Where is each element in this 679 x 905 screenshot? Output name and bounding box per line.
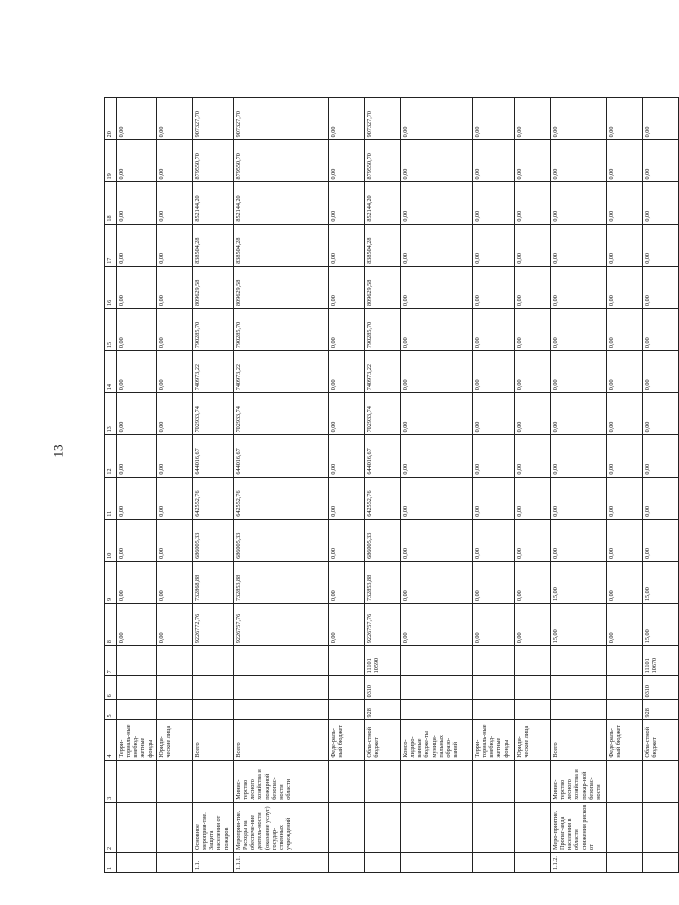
value-cell: 0,00	[515, 98, 551, 140]
value-cell: 0,00	[607, 98, 643, 140]
value-cell: 0,00	[157, 98, 193, 140]
page-number: 13	[50, 444, 66, 458]
event-name-cell	[643, 802, 679, 852]
value-cell: 644016,67	[234, 435, 329, 477]
code-grbs-cell	[234, 700, 329, 720]
value-cell: 740973,22	[365, 351, 401, 393]
value-cell: 0,00	[117, 266, 157, 308]
value-cell: 740973,22	[234, 351, 329, 393]
header-cell: 11	[105, 477, 117, 519]
value-cell: 0,00	[329, 308, 365, 350]
code-grbs-cell	[157, 700, 193, 720]
value-cell: 0,00	[401, 561, 473, 603]
value-cell: 0,00	[607, 393, 643, 435]
value-cell: 0,00	[117, 435, 157, 477]
event-name-cell	[365, 802, 401, 852]
value-cell: 9226757,76	[365, 604, 401, 646]
value-cell: 0,00	[515, 519, 551, 561]
value-cell: 0,00	[515, 224, 551, 266]
value-cell: 0,00	[515, 435, 551, 477]
value-cell: 0,00	[329, 98, 365, 140]
funding-source-cell: Терри-ториаль-ные внебюд-жетные фонды	[473, 720, 515, 760]
value-cell: 0,00	[551, 140, 607, 182]
code-csr-cell	[515, 646, 551, 676]
value-cell: 879550,70	[234, 140, 329, 182]
code-rzpr-cell	[193, 676, 234, 700]
row-number-cell	[643, 852, 679, 872]
value-cell: 0,00	[401, 224, 473, 266]
value-cell: 0,00	[473, 266, 515, 308]
value-cell: 0,00	[401, 98, 473, 140]
value-cell: 0,00	[329, 266, 365, 308]
header-cell: 20	[105, 98, 117, 140]
code-rzpr-cell	[607, 676, 643, 700]
value-cell: 790285,70	[193, 308, 234, 350]
executor-cell	[643, 760, 679, 802]
code-grbs-cell	[329, 700, 365, 720]
value-cell: 732853,88	[234, 561, 329, 603]
code-grbs-cell	[473, 700, 515, 720]
code-csr-cell	[551, 646, 607, 676]
row-number-cell: 1.1.1.	[234, 852, 329, 872]
value-cell: 0,00	[607, 140, 643, 182]
value-cell: 0,00	[473, 224, 515, 266]
code-csr-cell	[401, 646, 473, 676]
value-cell: 0,00	[551, 519, 607, 561]
value-cell: 0,00	[607, 477, 643, 519]
value-cell: 0,00	[551, 351, 607, 393]
event-name-cell	[515, 802, 551, 852]
value-cell: 0,00	[643, 393, 679, 435]
code-grbs-cell	[607, 700, 643, 720]
value-cell: 0,00	[643, 98, 679, 140]
value-cell: 0,00	[473, 182, 515, 224]
code-csr-cell	[193, 646, 234, 676]
value-cell: 0,00	[157, 140, 193, 182]
value-cell: 0,00	[401, 266, 473, 308]
value-cell: 0,00	[607, 308, 643, 350]
table-row	[117, 98, 157, 873]
table-row	[607, 98, 643, 873]
value-cell: 644016,67	[193, 435, 234, 477]
value-cell: 0,00	[157, 435, 193, 477]
value-cell: 15,00	[551, 561, 607, 603]
table-row	[234, 98, 329, 873]
value-cell: 15,00	[643, 561, 679, 603]
value-cell: 0,00	[401, 182, 473, 224]
value-cell: 0,00	[473, 308, 515, 350]
event-name-cell: Меро-приятие. Пропаг-анда населения в области снижения рисков от	[551, 802, 607, 852]
value-cell: 838504,28	[365, 224, 401, 266]
value-cell: 0,00	[643, 266, 679, 308]
row-number-cell: 1.1.	[193, 852, 234, 872]
value-cell: 879550,70	[365, 140, 401, 182]
value-cell: 0,00	[401, 140, 473, 182]
value-cell: 0,00	[117, 224, 157, 266]
value-cell: 740973,22	[193, 351, 234, 393]
header-cell: 3	[105, 760, 117, 802]
value-cell: 0,00	[607, 519, 643, 561]
value-cell: 0,00	[607, 182, 643, 224]
value-cell: 0,00	[329, 140, 365, 182]
value-cell: 0,00	[643, 435, 679, 477]
code-grbs-cell: 928	[365, 700, 401, 720]
header-cell: 16	[105, 266, 117, 308]
funding-source-cell: Обла-стной бюджет	[365, 720, 401, 760]
value-cell: 0,00	[643, 477, 679, 519]
value-cell: 0,00	[157, 308, 193, 350]
value-cell: 0,00	[157, 519, 193, 561]
value-cell: 0,00	[515, 266, 551, 308]
value-cell: 0,00	[117, 604, 157, 646]
code-csr-cell	[473, 646, 515, 676]
event-name-cell: Мероприя-тие. Расходы на обеспече-ние деятель-ности (оказание услуг) государ-ственных учреждений	[234, 802, 329, 852]
header-cell: 5	[105, 700, 117, 720]
table-row	[473, 98, 515, 873]
code-rzpr-cell	[401, 676, 473, 700]
row-number-cell	[515, 852, 551, 872]
event-name-cell: Основное мероприя-тие. Защита населения от пожаров	[193, 802, 234, 852]
header-cell: 19	[105, 140, 117, 182]
executor-cell	[157, 760, 193, 802]
code-rzpr-cell	[329, 676, 365, 700]
event-name-cell	[473, 802, 515, 852]
code-csr-cell: 11101 10590	[365, 646, 401, 676]
value-cell: 0,00	[157, 266, 193, 308]
code-rzpr-cell	[234, 676, 329, 700]
code-grbs-cell	[117, 700, 157, 720]
value-cell: 0,00	[551, 308, 607, 350]
row-number-cell	[117, 852, 157, 872]
value-cell: 15,00	[551, 604, 607, 646]
row-number-cell: 1.1.2.	[551, 852, 607, 872]
value-cell: 702933,74	[234, 393, 329, 435]
funding-source-cell: Юриди-ческие лица	[157, 720, 193, 760]
value-cell: 0,00	[515, 140, 551, 182]
code-rzpr-cell	[551, 676, 607, 700]
value-cell: 0,00	[157, 393, 193, 435]
rotated-table-container	[104, 97, 659, 873]
header-cell: 8	[105, 604, 117, 646]
code-rzpr-cell	[473, 676, 515, 700]
header-cell: 9	[105, 561, 117, 603]
header-cell: 7	[105, 646, 117, 676]
value-cell: 0,00	[515, 561, 551, 603]
header-cell: 17	[105, 224, 117, 266]
value-cell: 907327,70	[193, 98, 234, 140]
funding-source-cell: Всего	[551, 720, 607, 760]
value-cell: 0,00	[551, 477, 607, 519]
value-cell: 0,00	[551, 393, 607, 435]
executor-cell	[365, 760, 401, 802]
value-cell: 809629,58	[365, 266, 401, 308]
value-cell: 0,00	[117, 308, 157, 350]
executor-cell	[401, 760, 473, 802]
value-cell: 0,00	[551, 98, 607, 140]
value-cell: 0,00	[551, 182, 607, 224]
value-cell: 852144,20	[234, 182, 329, 224]
value-cell: 0,00	[473, 604, 515, 646]
funding-source-cell: Обла-стной бюджет	[643, 720, 679, 760]
value-cell: 809629,58	[234, 266, 329, 308]
value-cell: 0,00	[329, 182, 365, 224]
event-name-cell	[607, 802, 643, 852]
table-row	[193, 98, 234, 873]
header-cell: 2	[105, 802, 117, 852]
code-grbs-cell	[401, 700, 473, 720]
value-cell: 0,00	[643, 224, 679, 266]
value-cell: 0,00	[473, 435, 515, 477]
value-cell: 702933,74	[193, 393, 234, 435]
table-row	[643, 98, 679, 873]
code-rzpr-cell: 0310	[643, 676, 679, 700]
value-cell: 0,00	[515, 393, 551, 435]
value-cell: 0,00	[551, 266, 607, 308]
value-cell: 15,00	[643, 604, 679, 646]
value-cell: 0,00	[329, 393, 365, 435]
event-name-cell	[329, 802, 365, 852]
code-rzpr-cell	[117, 676, 157, 700]
code-grbs-cell	[515, 700, 551, 720]
code-csr-cell	[607, 646, 643, 676]
row-number-cell	[401, 852, 473, 872]
code-grbs-cell	[193, 700, 234, 720]
header-row	[105, 98, 117, 873]
value-cell: 0,00	[643, 308, 679, 350]
row-number-cell	[329, 852, 365, 872]
value-cell: 0,00	[401, 308, 473, 350]
value-cell: 0,00	[607, 561, 643, 603]
value-cell: 0,00	[117, 351, 157, 393]
value-cell: 0,00	[401, 393, 473, 435]
value-cell: 0,00	[401, 604, 473, 646]
header-cell: 13	[105, 393, 117, 435]
event-name-cell	[157, 802, 193, 852]
value-cell: 0,00	[643, 519, 679, 561]
value-cell: 852144,20	[365, 182, 401, 224]
funding-source-cell: Юриди-ческие лица	[515, 720, 551, 760]
table-body	[117, 98, 679, 873]
value-cell: 0,00	[329, 351, 365, 393]
value-cell: 0,00	[551, 435, 607, 477]
value-cell: 0,00	[401, 477, 473, 519]
value-cell: 0,00	[117, 393, 157, 435]
value-cell: 0,00	[117, 140, 157, 182]
value-cell: 809629,58	[193, 266, 234, 308]
executor-cell: Минис-терство лесного хозяйства и пожарной безопас-ности области	[234, 760, 329, 802]
value-cell: 732853,88	[365, 561, 401, 603]
value-cell: 0,00	[473, 393, 515, 435]
code-csr-cell	[117, 646, 157, 676]
row-number-cell	[157, 852, 193, 872]
value-cell: 0,00	[329, 561, 365, 603]
header-cell: 1	[105, 852, 117, 872]
value-cell: 0,00	[157, 351, 193, 393]
value-cell: 0,00	[515, 351, 551, 393]
header-cell: 12	[105, 435, 117, 477]
value-cell: 852144,20	[193, 182, 234, 224]
value-cell: 0,00	[473, 140, 515, 182]
code-grbs-cell: 928	[643, 700, 679, 720]
funding-source-cell: Всего	[234, 720, 329, 760]
table-row	[365, 98, 401, 873]
value-cell: 0,00	[329, 435, 365, 477]
code-csr-cell	[157, 646, 193, 676]
value-cell: 0,00	[157, 477, 193, 519]
value-cell: 642552,76	[193, 477, 234, 519]
value-cell: 0,00	[329, 477, 365, 519]
code-csr-cell	[234, 646, 329, 676]
value-cell: 644016,67	[365, 435, 401, 477]
value-cell: 0,00	[607, 266, 643, 308]
value-cell: 0,00	[117, 519, 157, 561]
value-cell: 0,00	[117, 477, 157, 519]
value-cell: 790285,70	[365, 308, 401, 350]
table-row	[515, 98, 551, 873]
executor-cell	[193, 760, 234, 802]
value-cell: 0,00	[515, 182, 551, 224]
funding-source-cell: Консо-лидиро-ванные бюдже-ты муници-пальных образо-ваний	[401, 720, 473, 760]
executor-cell	[515, 760, 551, 802]
value-cell: 0,00	[157, 224, 193, 266]
value-cell: 0,00	[473, 477, 515, 519]
value-cell: 0,00	[515, 477, 551, 519]
value-cell: 686005,33	[234, 519, 329, 561]
funding-source-cell: Всего	[193, 720, 234, 760]
value-cell: 0,00	[117, 98, 157, 140]
funding-source-cell: Феде-раль-ный бюджет	[607, 720, 643, 760]
code-rzpr-cell: 0310	[365, 676, 401, 700]
value-cell: 0,00	[643, 140, 679, 182]
value-cell: 0,00	[329, 604, 365, 646]
value-cell: 686005,33	[193, 519, 234, 561]
value-cell: 0,00	[157, 182, 193, 224]
value-cell: 0,00	[607, 604, 643, 646]
value-cell: 0,00	[643, 351, 679, 393]
value-cell: 732868,88	[193, 561, 234, 603]
value-cell: 907327,70	[234, 98, 329, 140]
funding-source-cell: Феде-раль-ный бюджет	[329, 720, 365, 760]
code-rzpr-cell	[157, 676, 193, 700]
executor-cell: Минис-терство лесного хозяйства и пожар-ной безопас-ности	[551, 760, 607, 802]
value-cell: 0,00	[401, 435, 473, 477]
value-cell: 686005,33	[365, 519, 401, 561]
row-number-cell	[365, 852, 401, 872]
funding-source-cell: Терри-ториаль-ные внебюд-жетные фонды	[117, 720, 157, 760]
value-cell: 642552,76	[234, 477, 329, 519]
value-cell: 838504,28	[234, 224, 329, 266]
header-cell: 10	[105, 519, 117, 561]
table-row	[401, 98, 473, 873]
executor-cell	[329, 760, 365, 802]
value-cell: 0,00	[607, 224, 643, 266]
header-cell: 4	[105, 720, 117, 760]
value-cell: 0,00	[401, 351, 473, 393]
value-cell: 0,00	[473, 351, 515, 393]
executor-cell	[117, 760, 157, 802]
value-cell: 0,00	[473, 98, 515, 140]
value-cell: 0,00	[117, 561, 157, 603]
value-cell: 0,00	[157, 561, 193, 603]
budget-table	[104, 97, 679, 873]
executor-cell	[607, 760, 643, 802]
value-cell: 0,00	[329, 519, 365, 561]
value-cell: 0,00	[515, 308, 551, 350]
header-cell: 14	[105, 351, 117, 393]
code-rzpr-cell	[515, 676, 551, 700]
value-cell: 0,00	[643, 182, 679, 224]
row-number-cell	[473, 852, 515, 872]
value-cell: 879550,70	[193, 140, 234, 182]
code-csr-cell	[329, 646, 365, 676]
value-cell: 0,00	[607, 435, 643, 477]
value-cell: 790285,70	[234, 308, 329, 350]
table-row	[157, 98, 193, 873]
event-name-cell	[401, 802, 473, 852]
header-cell: 18	[105, 182, 117, 224]
code-grbs-cell	[551, 700, 607, 720]
value-cell: 9226772,76	[193, 604, 234, 646]
value-cell: 907327,70	[365, 98, 401, 140]
event-name-cell	[117, 802, 157, 852]
code-csr-cell: 11101 10670	[643, 646, 679, 676]
value-cell: 0,00	[329, 224, 365, 266]
header-cell: 6	[105, 676, 117, 700]
value-cell: 0,00	[157, 604, 193, 646]
value-cell: 702933,74	[365, 393, 401, 435]
value-cell: 0,00	[401, 519, 473, 561]
header-cell: 15	[105, 308, 117, 350]
value-cell: 0,00	[117, 182, 157, 224]
value-cell: 9226757,76	[234, 604, 329, 646]
value-cell: 0,00	[515, 604, 551, 646]
table-row	[551, 98, 607, 873]
value-cell: 0,00	[551, 224, 607, 266]
value-cell: 0,00	[607, 351, 643, 393]
table-row	[329, 98, 365, 873]
value-cell: 0,00	[473, 561, 515, 603]
value-cell: 642552,76	[365, 477, 401, 519]
value-cell: 0,00	[473, 519, 515, 561]
executor-cell	[473, 760, 515, 802]
value-cell: 838504,28	[193, 224, 234, 266]
row-number-cell	[607, 852, 643, 872]
